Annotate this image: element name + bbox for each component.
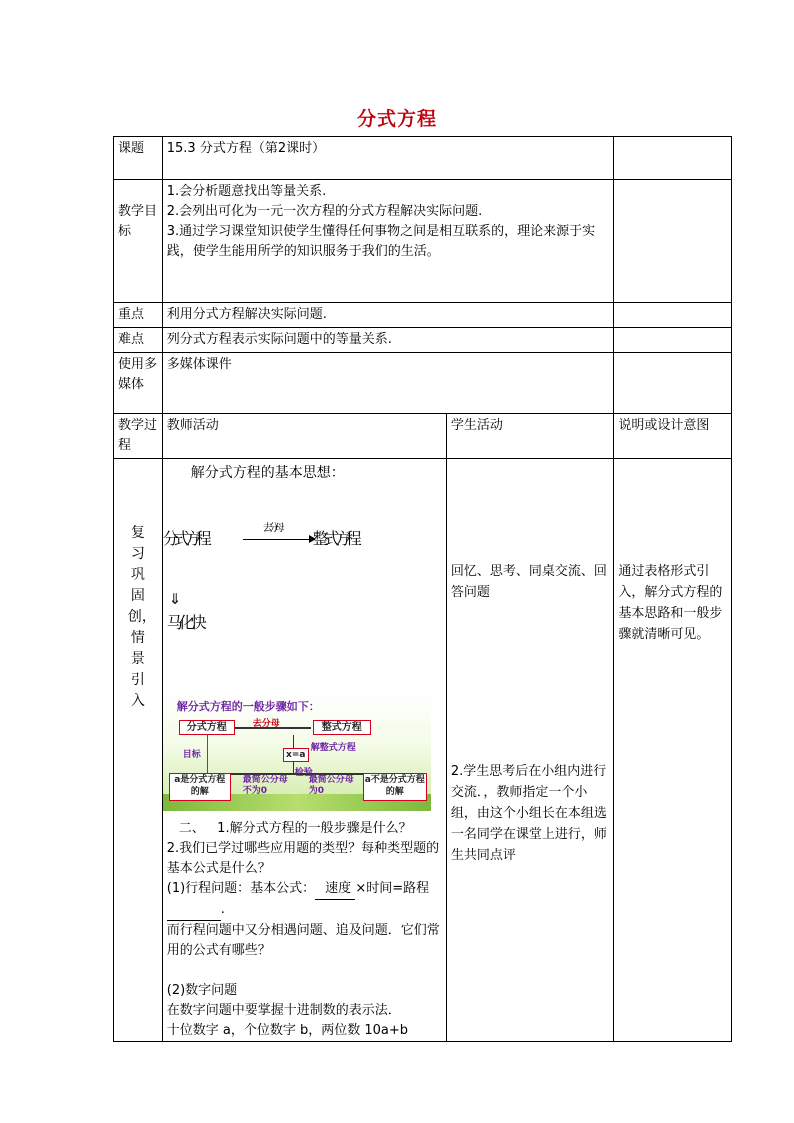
difficulty-label: 难点 — [114, 328, 163, 353]
spacer — [167, 961, 442, 981]
difficulty-empty — [614, 328, 732, 353]
question-1 — [167, 819, 442, 839]
question-3-speed: 速度 — [325, 879, 351, 900]
question-3-c: . — [220, 902, 225, 917]
process-label: 教学过程 — [114, 414, 163, 459]
slide-box-fractional-equation: 分式方程 — [179, 720, 235, 735]
student-header: 学生活动 — [446, 414, 613, 459]
key-content: 利用分式方程解决实际问题. — [162, 303, 614, 328]
student-activity-1: 回忆、思考、同桌交流、回答问题 — [450, 564, 607, 600]
row-media — [114, 353, 732, 414]
row-difficulty — [114, 328, 732, 353]
question-2: 2.我们已学过哪些应用题的类型？每种类型题的基本公式是什么？ — [166, 841, 440, 876]
slide-box-integral-equation: 整式方程 — [313, 720, 371, 735]
question-3-d: 而行程问题中又分相遇问题、追及问题．它们常用的公式有哪些？ — [166, 923, 440, 958]
note-cell — [614, 459, 732, 1042]
slide-dash-line — [207, 735, 208, 773]
slide-box-is-solution: a是分式方程的解 — [169, 773, 231, 801]
goal-content — [162, 180, 614, 303]
row-goal — [114, 180, 732, 303]
design-note: 通过表格形式引入，解分式方程的基本思路和一般步骤就清晰可见。 — [618, 564, 723, 642]
student-activity-2: 2.学生思考后在小组内进行交流．，教师指定一个小组，由这个小组长在本组选一名同学在课堂上进行，师生共同点评 — [450, 764, 607, 863]
slide-title: 解分式方程的一般步骤如下： — [176, 700, 320, 713]
key-label: 重点 — [114, 303, 163, 328]
basic-idea-diagram — [163, 461, 446, 641]
slide-box-solution: x=a — [283, 748, 309, 762]
note-header: 说明或设计意图 — [614, 414, 732, 459]
media-content: 多媒体课件 — [162, 353, 614, 414]
teacher-header: 教师活动 — [162, 414, 446, 459]
diagram-arrow-line — [243, 539, 315, 540]
slide-step-1: 去分母 — [252, 719, 280, 729]
row-topic — [114, 137, 732, 180]
goal-item-2: 2.会列出可化为一元一次方程的分式方程解决实际问题. — [166, 204, 483, 219]
teacher-activity-cell — [162, 459, 446, 1042]
media-empty — [614, 353, 732, 414]
slide-cond-1: 最简公分母不为0 — [242, 775, 288, 796]
diagram-left-label: 分式方程 — [162, 529, 207, 548]
goal-label-text: 教学目标 — [118, 204, 158, 239]
goal-item-3: 3.通过学习课堂知识使学生懂得任何事物之间是相互联系的，理论来源于实践，使学生能用所学的知识服务于我们的生活。 — [166, 224, 596, 259]
slide-step-2: 解整式方程 — [310, 743, 356, 753]
question-1-text: 1.解分式方程的一般步骤是什么？ — [217, 821, 412, 836]
topic-empty — [614, 137, 732, 180]
basic-idea-heading: 解分式方程的基本思想： — [190, 465, 345, 481]
teacher-questions — [163, 811, 446, 1041]
slide-box-not-solution: a不是分式方程的解 — [363, 773, 427, 801]
row-process-header — [114, 414, 732, 459]
question-3-b: ×时间=路程 — [355, 881, 430, 896]
diagram-arrow-label: 去分母 — [262, 523, 281, 534]
question-4-b: 十位数字 a，个位数字 b，两位数 10a+b — [166, 1023, 409, 1038]
difficulty-content: 列分式方程表示实际问题中的等量关系. — [162, 328, 614, 353]
stage-cell — [114, 459, 163, 1042]
question-4-a: 在数字问题中要掌握十进制数的表示法． — [166, 1003, 401, 1018]
question-3-a: (1)行程问题：基本公式： — [166, 881, 316, 896]
lesson-plan-table — [113, 136, 732, 1042]
stage-label: 复习巩固创，情景引入 — [127, 525, 156, 709]
row-main — [114, 459, 732, 1042]
topic-content: 15.3 分式方程（第2课时） — [162, 137, 614, 180]
media-label: 使用多媒体 — [114, 353, 163, 414]
goal-item-1: 1.会分析题意找出等量关系. — [166, 184, 327, 199]
question-4: (2)数字问题 — [166, 983, 238, 998]
goal-empty — [614, 180, 732, 303]
double-down-arrow-icon: ⇓ — [168, 590, 182, 608]
question-3 — [167, 879, 442, 921]
steps-slide-image — [163, 693, 431, 811]
slide-goal: 目标 — [182, 750, 201, 760]
slide-cond-2: 最简公分母为0 — [308, 775, 354, 796]
key-empty — [614, 303, 732, 328]
student-activity-cell — [446, 459, 613, 1042]
topic-label: 课题 — [114, 137, 163, 180]
document-title: 分式方程 — [356, 108, 437, 130]
diagram-right-label: 整式方程 — [312, 529, 357, 548]
row-key — [114, 303, 732, 328]
goal-label — [114, 180, 163, 303]
diagram-bottom-label: 马化快 — [166, 613, 203, 632]
question-1-prefix: 二、 — [178, 821, 205, 836]
